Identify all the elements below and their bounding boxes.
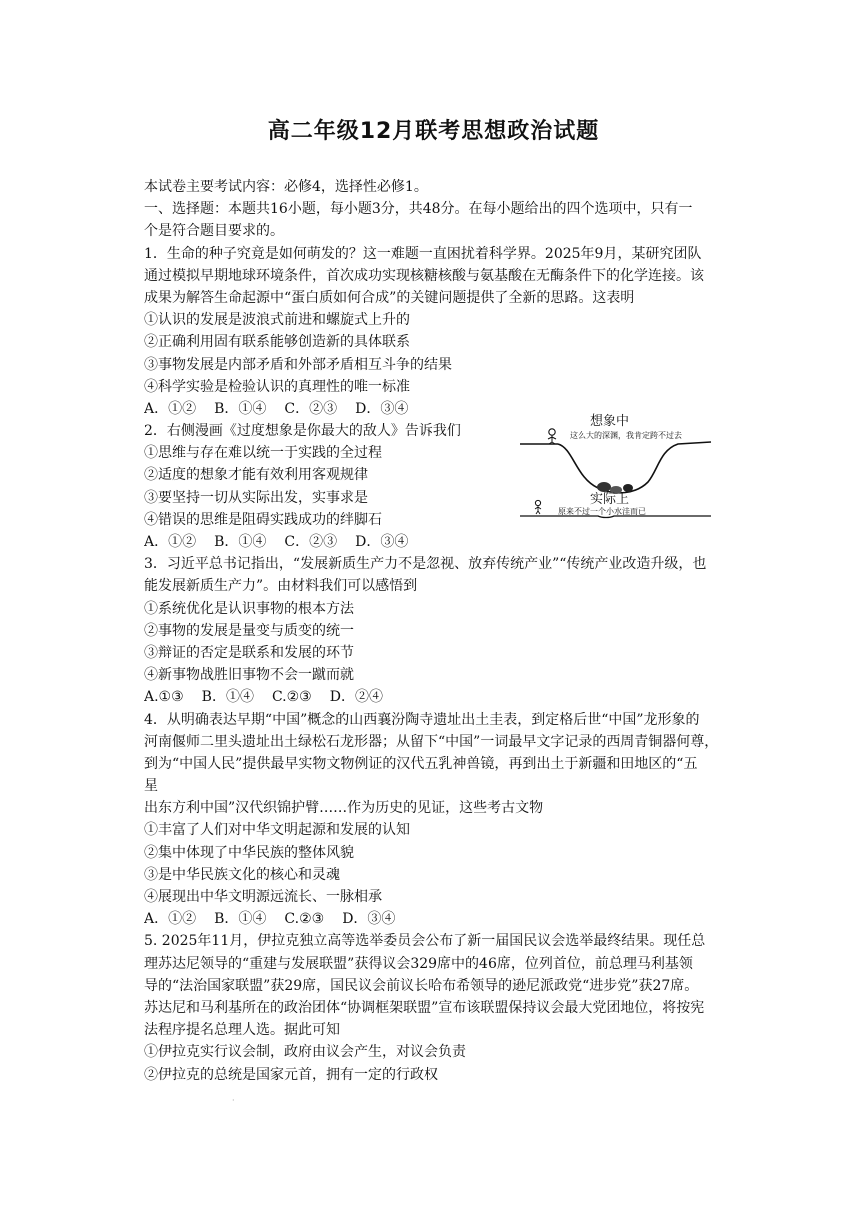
q1-stem-line: 1．生命的种子究竟是如何萌发的？这一难题一直困扰着科学界。2025年9月，某研究团队	[144, 245, 702, 262]
exam-intro: 本试卷主要考试内容：必修4，选择性必修1。	[144, 179, 428, 195]
q4-options	[144, 908, 734, 930]
q2-option-c: C．②③	[284, 534, 338, 550]
cartoon-top-label: 想象中	[590, 414, 630, 429]
page-footer-mark: ·	[232, 1096, 235, 1105]
exam-title: 高二年级12月联考思想政治试题	[267, 119, 600, 144]
q2-item: ②适度的想象才能有效利用客观规律	[144, 467, 368, 484]
q3-item: ①系统优化是认识事物的根本方法	[144, 600, 354, 617]
q2-option-b: B．①④	[214, 534, 267, 550]
q1-option-c: C．②③	[284, 400, 338, 417]
q1-option-d: D．③④	[355, 400, 409, 417]
q3-option-b: B．①④	[201, 689, 254, 706]
q1-item: ④科学实验是检验认识的真理性的唯一标准	[144, 378, 410, 395]
cartoon-bottom-label: 实际上	[590, 492, 630, 507]
q4-stem-line: 河南偃师二里头遗址出土绿松石龙形器；从留下“中国”一词最早文字记录的西周青铜器何尊，	[144, 733, 719, 750]
section-heading-line: 一、选择题：本题共16小题，每小题3分，共48分。在每小题给出的四个选项中，只有一	[144, 201, 693, 218]
q3-options	[144, 686, 734, 708]
cartoon-bottom-caption: 原来不过一个小水洼而已	[558, 507, 646, 516]
section-heading-line: 个是符合题目要求的。	[144, 223, 284, 240]
q4-stem-line: 出东方利中国”汉代织锦护臂……作为历史的见证，这些考古文物	[144, 800, 544, 817]
q4-stem-line: 星	[144, 778, 158, 795]
q3-item: ②事物的发展是量变与质变的统一	[144, 622, 354, 639]
q4-item: ④展现出中华文明源远流长、一脉相承	[144, 889, 382, 905]
q5-stem-line: 法程序提名总理人选。据此可知	[144, 1022, 340, 1039]
q2-option-d: D．③④	[355, 534, 409, 550]
q3-stem-line: 3．习近平总书记指出，“发展新质生产力不是忽视、放弃传统产业”“传统产业改造升级，也	[144, 556, 707, 573]
q2-item: ④错误的思维是阻碍实践成功的绊脚石	[144, 511, 382, 528]
q2-options	[144, 531, 734, 553]
q4-option-a: A．①②	[144, 911, 197, 928]
q1-option-a: A．①②	[144, 400, 197, 417]
q3-option-a: A.①③	[144, 689, 184, 706]
q3-item: ④新事物战胜旧事物不会一蹴而就	[144, 667, 354, 684]
cartoon-top-caption: 这么大的深渊，我肯定跨不过去	[570, 431, 682, 440]
q1-item: ③事物发展是内部矛盾和外部矛盾相互斗争的结果	[144, 356, 452, 373]
q4-item: ③是中华民族文化的核心和灵魂	[144, 866, 340, 883]
q5-stem-line: 苏达尼和马利基所在的政治团体“协调框架联盟”宣布该联盟保持议会最大党团地位，将按宪	[144, 999, 705, 1016]
q3-stem-line: 能发展新质生产力”。由材料我们可以感悟到	[144, 578, 418, 595]
q2-stem: 2．右侧漫画《过度想象是你最大的敌人》告诉我们	[144, 423, 461, 440]
q5-item: ②伊拉克的总统是国家元首，拥有一定的行政权	[144, 1066, 438, 1083]
q5-stem-line: 导的“法治国家联盟”获29席，国民议会前议长哈布希领导的逊尼派政党“进步党”获27席。	[144, 977, 699, 994]
q5-stem-line: 5. 2025年11月，伊拉克独立高等选举委员会公布了新一届国民议会选举最终结果。现任总	[144, 933, 706, 950]
q5-item: ①伊拉克实行议会制，政府由议会产生，对议会负责	[144, 1044, 466, 1061]
q4-stem-line: 4．从明确表达早期“中国”概念的山西襄汾陶寺遗址出土圭表，到定格后世“中国”龙形象的	[144, 711, 700, 728]
q2-item: ③要坚持一切从实际出发，实事求是	[144, 489, 368, 506]
q2-item: ①思维与存在难以统一于实践的全过程	[144, 445, 382, 462]
q4-stem-line: 到为“中国人民”提供最早实物文物例证的汉代五乳神兽镜，再到出土于新疆和田地区的“五	[144, 755, 698, 772]
q5-stem-line: 理苏达尼领导的“重建与发展联盟”获得议会329席中的46席，位列首位，前总理马利基领	[144, 955, 693, 972]
q4-option-c: C.②③	[284, 911, 325, 928]
q2-option-a: A．①②	[144, 534, 197, 550]
q4-item: ②集中体现了中华民族的整体风貌	[144, 844, 354, 861]
q4-option-b: B．①④	[214, 911, 267, 928]
exam-body	[144, 176, 734, 1086]
q3-item: ③辩证的否定是联系和发展的环节	[144, 644, 354, 661]
q2-cartoon	[518, 408, 713, 523]
q3-option-d: D．②④	[329, 689, 383, 706]
q3-option-c: C.②③	[271, 689, 312, 706]
q1-stem-line: 通过模拟早期地球环境条件，首次成功实现核糖核酸与氨基酸在无酶条件下的化学连接。该	[144, 267, 704, 284]
q1-stem-line: 成果为解答生命起源中“蛋白质如何合成”的关键问题提供了全新的思路。这表明	[144, 289, 635, 306]
q1-option-b: B．①④	[214, 400, 267, 417]
q4-option-d: D．③④	[342, 911, 396, 928]
q4-item: ①丰富了人们对中华文明起源和发展的认知	[144, 822, 410, 839]
q1-item: ①认识的发展是波浪式前进和螺旋式上升的	[144, 312, 410, 329]
q1-item: ②正确利用固有联系能够创造新的具体联系	[144, 334, 410, 351]
